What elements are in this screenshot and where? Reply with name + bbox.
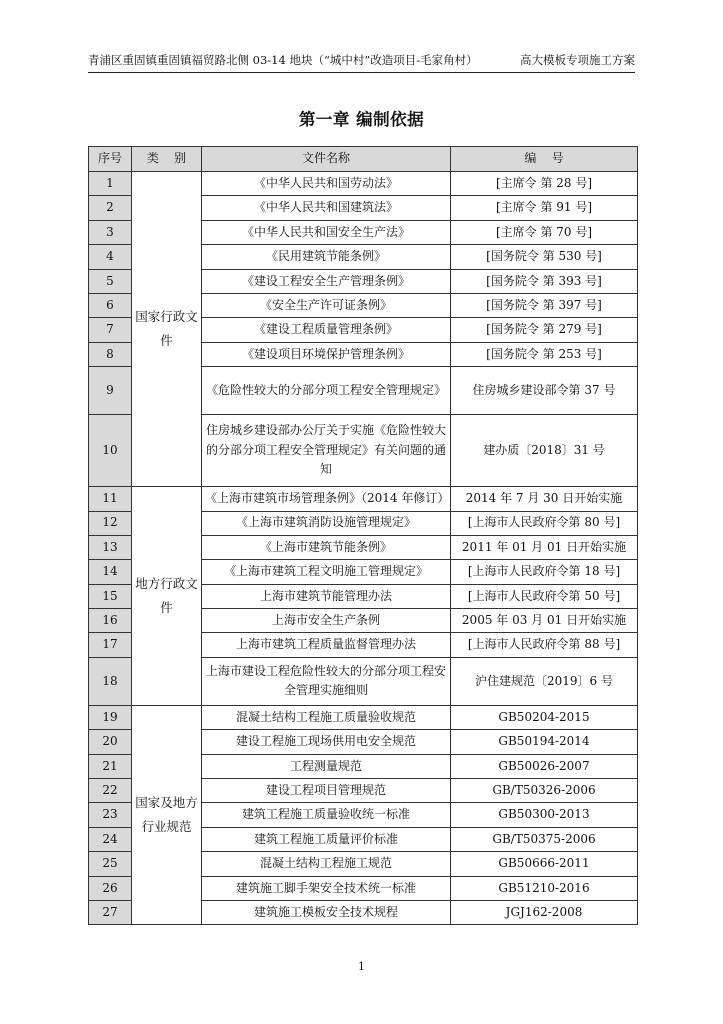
document-code: [主席令 第 91 号] [451, 196, 638, 220]
document-name: 上海市建设工程危险性较大的分部分项工程安全管理实施细则 [202, 657, 451, 705]
document-code: GB50204-2015 [451, 705, 638, 729]
row-number: 7 [89, 318, 132, 342]
row-number: 16 [89, 609, 132, 633]
document-code: GB50666-2011 [451, 852, 638, 876]
row-number: 9 [89, 367, 132, 415]
document-name: 《中华人民共和国安全生产法》 [202, 220, 451, 244]
row-number: 10 [89, 415, 132, 487]
row-number: 13 [89, 535, 132, 559]
document-code: [上海市人民政府令第 18 号] [451, 560, 638, 584]
document-code: [国务院令 第 253 号] [451, 342, 638, 366]
category-cell: 地方行政文件 [132, 487, 202, 706]
document-code: [主席令 第 70 号] [451, 220, 638, 244]
row-number: 11 [89, 487, 132, 511]
document-code: 2011 年 01 月 01 日开始实施 [451, 535, 638, 559]
document-name: 《建设工程安全生产管理条例》 [202, 269, 451, 293]
row-number: 6 [89, 293, 132, 317]
document-code: GB/T50326-2006 [451, 779, 638, 803]
row-number: 2 [89, 196, 132, 220]
document-name: 《中华人民共和国劳动法》 [202, 172, 451, 196]
basis-table [88, 146, 638, 925]
document-code: [上海市人民政府令第 80 号] [451, 511, 638, 535]
document-code: [国务院令 第 393 号] [451, 269, 638, 293]
document-name: 建筑工程施工质量验收统一标准 [202, 803, 451, 827]
row-number: 5 [89, 269, 132, 293]
document-code: [上海市人民政府令第 50 号] [451, 584, 638, 608]
row-number: 18 [89, 657, 132, 705]
document-name: 建设工程施工现场供用电安全规范 [202, 730, 451, 754]
document-name: 住房城乡建设部办公厅关于实施《危险性较大的分部分项工程安全管理规定》有关问题的通知 [202, 415, 451, 487]
row-number: 12 [89, 511, 132, 535]
document-name: 混凝土结构工程施工质量验收规范 [202, 705, 451, 729]
document-code: JGJ162-2008 [451, 900, 638, 924]
header-document-title: 高大模板专项施工方案 [520, 53, 635, 67]
document-name: 建筑工程施工质量评价标准 [202, 827, 451, 851]
row-number: 19 [89, 705, 132, 729]
document-code: [国务院令 第 530 号] [451, 245, 638, 269]
row-number: 24 [89, 827, 132, 851]
document-code: GB50300-2013 [451, 803, 638, 827]
document-code: [主席令 第 28 号] [451, 172, 638, 196]
document-name: 《建设工程质量管理条例》 [202, 318, 451, 342]
document-name: 《中华人民共和国建筑法》 [202, 196, 451, 220]
document-code: GB/T50375-2006 [451, 827, 638, 851]
row-number: 1 [89, 172, 132, 196]
row-number: 17 [89, 633, 132, 657]
document-name: 《民用建筑节能条例》 [202, 245, 451, 269]
document-name: 建筑施工模板安全技术规程 [202, 900, 451, 924]
document-name: 上海市建筑节能管理办法 [202, 584, 451, 608]
row-number: 22 [89, 779, 132, 803]
row-number: 25 [89, 852, 132, 876]
document-name: 《上海市建筑消防设施管理规定》 [202, 511, 451, 535]
document-code: 建办质〔2018〕31 号 [451, 415, 638, 487]
document-code: 2014 年 7 月 30 日开始实施 [451, 487, 638, 511]
document-name: 上海市建筑工程质量监督管理办法 [202, 633, 451, 657]
document-name: 《危险性较大的分部分项工程安全管理规定》 [202, 367, 451, 415]
document-name: 工程测量规范 [202, 754, 451, 778]
document-code: [上海市人民政府令第 88 号] [451, 633, 638, 657]
row-number: 3 [89, 220, 132, 244]
category-cell: 国家行政文件 [132, 172, 202, 487]
document-name: 《上海市建筑市场管理条例》（2014 年修订） [202, 487, 451, 511]
document-name: 《上海市建筑工程文明施工管理规定》 [202, 560, 451, 584]
row-number: 20 [89, 730, 132, 754]
row-number: 21 [89, 754, 132, 778]
document-name: 上海市安全生产条例 [202, 609, 451, 633]
page-header [88, 50, 635, 73]
document-name: 建筑施工脚手架安全技术统一标准 [202, 876, 451, 900]
table-header-row [89, 147, 638, 172]
row-number: 23 [89, 803, 132, 827]
row-number: 26 [89, 876, 132, 900]
col-header-code: 编 号 [451, 147, 638, 172]
category-cell: 国家及地方行业规范 [132, 705, 202, 925]
chapter-title: 第一章 编制依据 [298, 110, 425, 129]
document-name: 《上海市建筑节能条例》 [202, 535, 451, 559]
table-row [89, 705, 638, 729]
document-code: [国务院令 第 397 号] [451, 293, 638, 317]
document-code: 沪住建规范〔2019〕6 号 [451, 657, 638, 705]
table-row [89, 487, 638, 511]
header-project-title: 青浦区重固镇重固镇福贸路北侧 03-14 地块（“城中村”改造项目-毛家角村） [88, 53, 478, 67]
row-number: 4 [89, 245, 132, 269]
row-number: 14 [89, 560, 132, 584]
col-header-category: 类 别 [132, 147, 202, 172]
row-number: 8 [89, 342, 132, 366]
document-name: 混凝土结构工程施工规范 [202, 852, 451, 876]
document-code: GB50026-2007 [451, 754, 638, 778]
row-number: 15 [89, 584, 132, 608]
document-code: [国务院令 第 279 号] [451, 318, 638, 342]
document-name: 建设工程项目管理规范 [202, 779, 451, 803]
table-row [89, 172, 638, 196]
col-header-name: 文件名称 [202, 147, 451, 172]
document-code: 住房城乡建设部令第 37 号 [451, 367, 638, 415]
document-name: 《建设项目环境保护管理条例》 [202, 342, 451, 366]
page-number: 1 [358, 960, 365, 973]
document-code: GB51210-2016 [451, 876, 638, 900]
col-header-no: 序号 [89, 147, 132, 172]
row-number: 27 [89, 900, 132, 924]
document-code: 2005 年 03 月 01 日开始实施 [451, 609, 638, 633]
document-name: 《安全生产许可证条例》 [202, 293, 451, 317]
document-code: GB50194-2014 [451, 730, 638, 754]
